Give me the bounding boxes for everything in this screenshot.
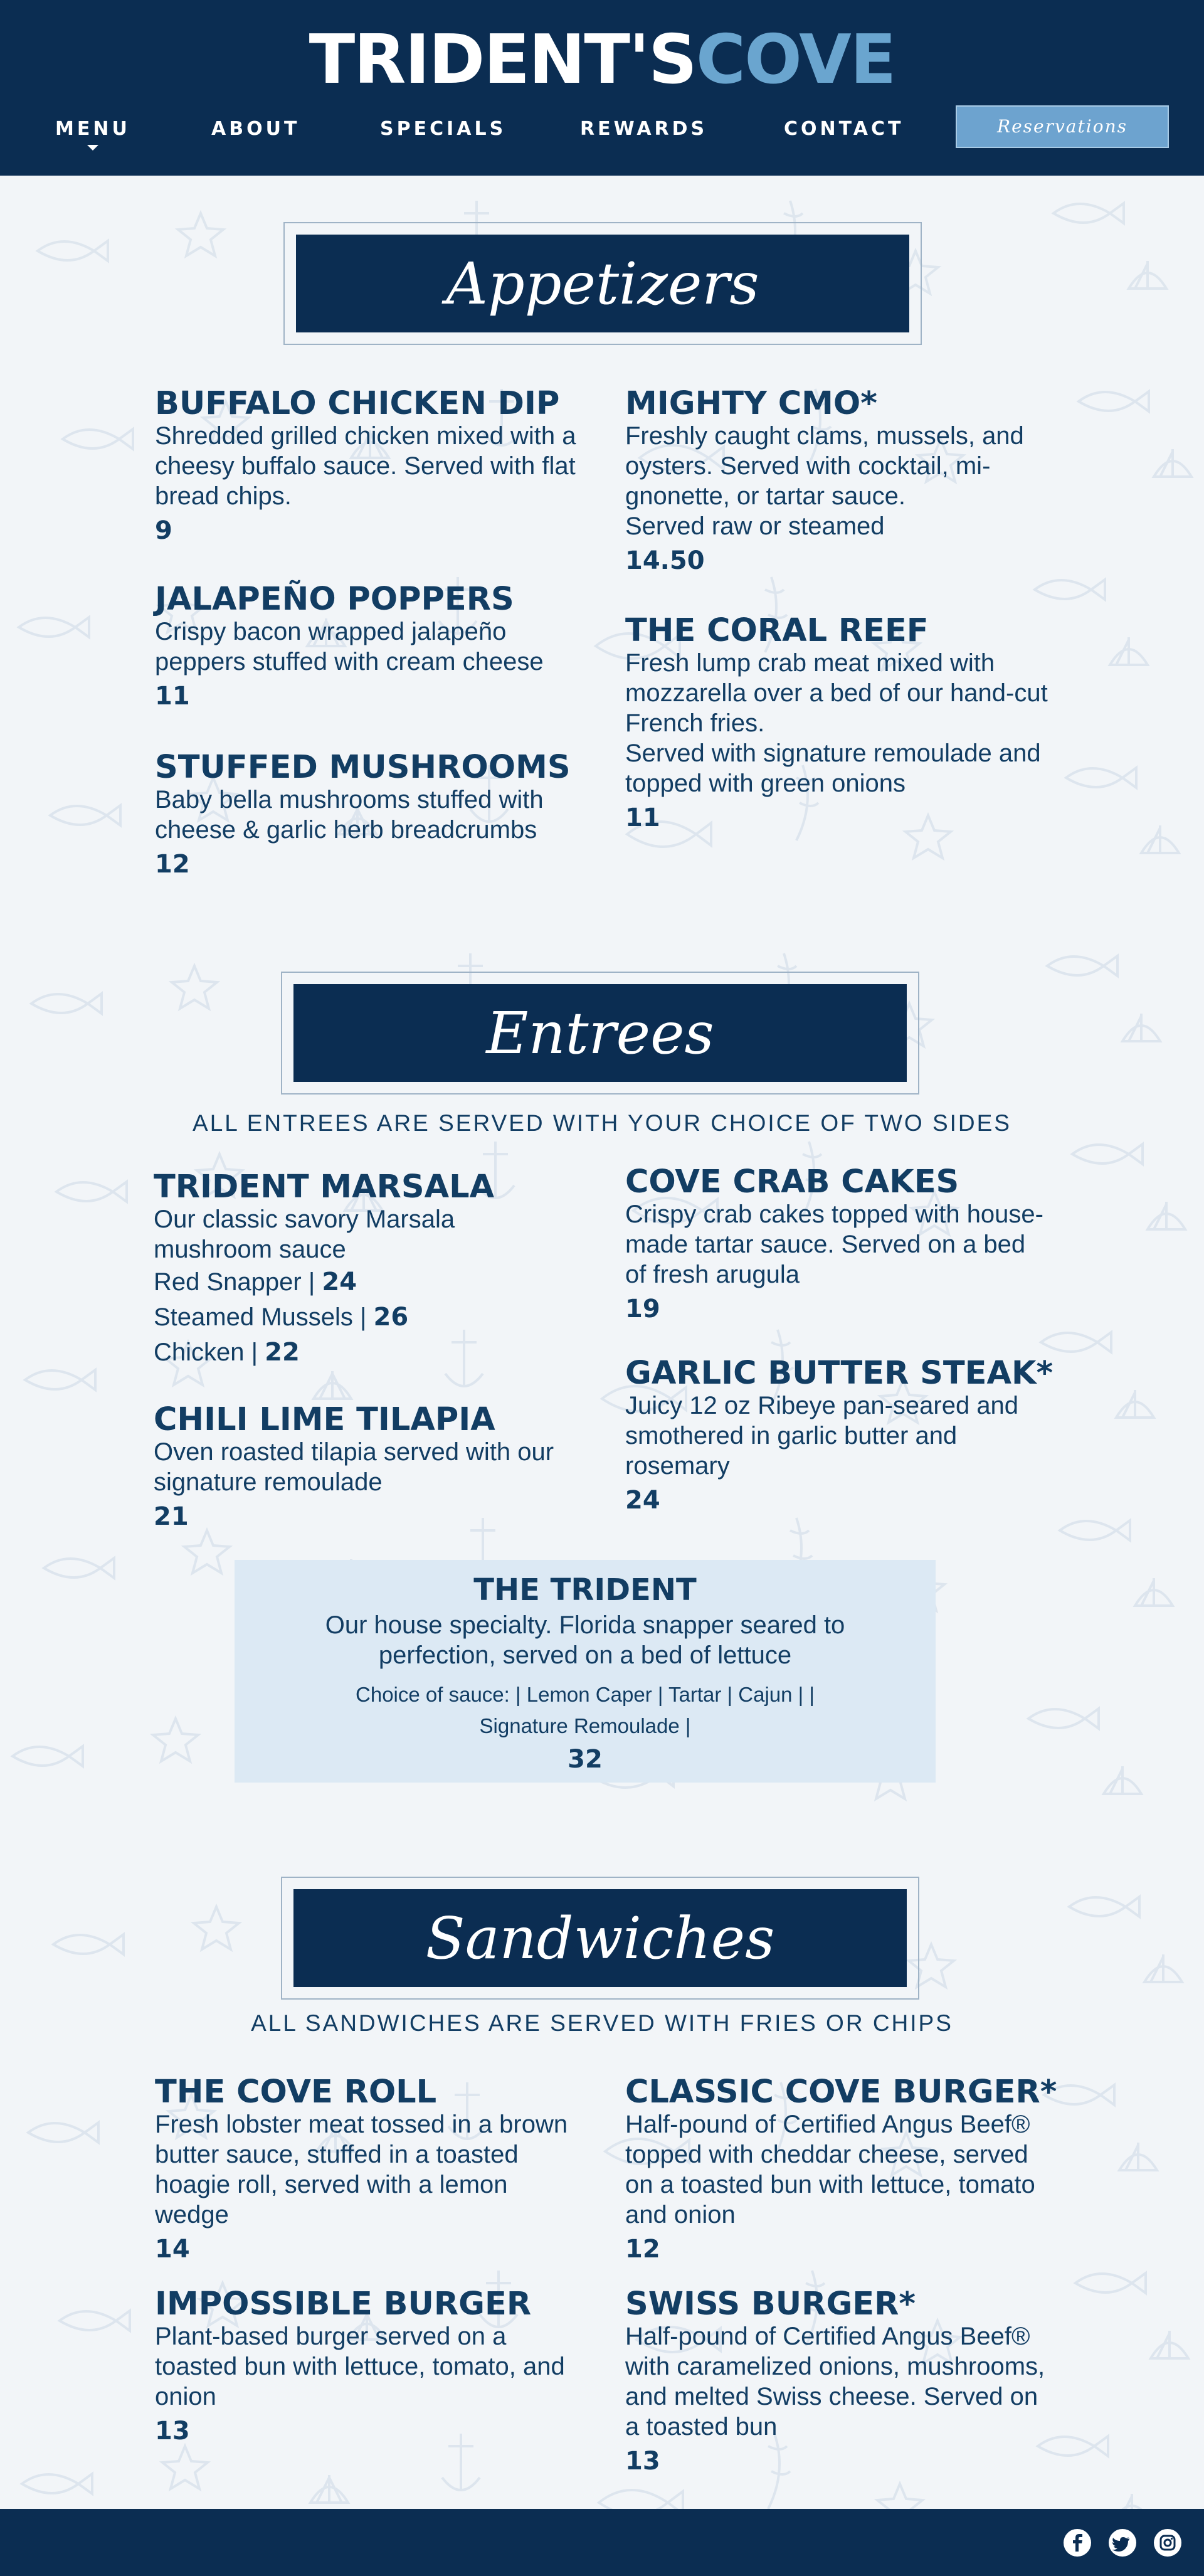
nav-item-label: CONTACT [784,118,904,140]
nav-item-label: MENU [55,118,130,140]
item-description: Crispy crab cakes topped with house-made tartar sauce. Served on a bed of fresh arugula [625,1201,1043,1289]
reservations-button[interactable]: Reservations [956,105,1169,148]
item-description: Oven roasted tilapia served with our signature remoulade [154,1438,554,1497]
item-description: Juicy 12 oz Ribeye pan-seared and smothered in garlic butter and rosemary [625,1392,1019,1480]
site-header [0,0,1204,176]
menu-item [625,2287,1052,2476]
option-price: 24 [322,1268,357,1297]
menu-item [155,2287,569,2446]
item-name: BUFFALO CHICKEN DIP [155,385,560,422]
item-name: SWISS BURGER* [625,2286,916,2323]
instagram-glyph [1154,2529,1181,2557]
featured-item-description: Our house specialty. Florida snapper seared to perfection, served on a bed of lettuce [325,1611,845,1669]
item-description: Plant-based burger served on a toasted bun with lettuce, tomato, and onion [155,2323,565,2411]
item-price: 12 [625,2235,660,2264]
item-description: Crispy bacon wrapped jalapeño peppers stuffed with cream cheese [155,618,544,676]
twitter-glyph [1109,2529,1136,2557]
menu-item [625,1165,1052,1323]
item-price: 21 [154,1502,189,1532]
menu-item [154,1170,568,1370]
menu-item [155,582,581,711]
option-label: Chicken | [154,1338,258,1367]
item-price: 13 [155,2417,190,2446]
menu-item [625,613,1052,832]
featured-item-name: THE TRIDENT [473,1572,697,1608]
item-description: Freshly caught clams, mussels, and oysters. Served with cocktail, mi-gnonette, or tartar sauce. [625,422,1024,511]
nav-item-contact[interactable] [784,118,904,140]
section-title-entrees: Entrees [293,984,907,1082]
featured-item-box [235,1560,936,1783]
item-description: Fresh lobster meat tossed in a brown butter sauce, stuffed in a toasted hoagie roll, served with a lemon wedge [155,2111,568,2229]
item-name: MIGHTY CMO* [625,385,877,422]
section-title-sandwiches: Sandwiches [293,1889,907,1987]
item-price: 19 [625,1295,660,1324]
item-name: IMPOSSIBLE BURGER [155,2286,532,2323]
instagram-icon[interactable] [1154,2529,1181,2557]
facebook-icon[interactable] [1064,2529,1091,2557]
option-price: 26 [373,1303,409,1332]
menu-item [625,2074,1057,2264]
nav-item-rewards[interactable] [580,118,707,140]
nav-item-specials[interactable] [380,118,506,140]
item-description: Baby bella mushrooms stuffed with cheese & garlic herb breadcrumbs [155,786,544,844]
item-option [154,1264,568,1300]
item-name: STUFFED MUSHROOMS [155,749,571,786]
section-title-appetizers: Appetizers [296,235,909,332]
item-description: Half-pound of Certified Angus Beef® with caramelized onions, mushrooms, and melted Swiss cheese. Served on a toasted bun [625,2323,1045,2441]
item-name: GARLIC BUTTER STEAK* [625,1355,1054,1392]
item-price: 24 [625,1486,660,1515]
item-price: 11 [155,682,190,711]
item-name: THE COVE ROLL [155,2074,437,2111]
nav-item-label: REWARDS [580,118,708,140]
item-option [154,1335,568,1370]
section-title-frame-entrees [281,972,919,1095]
item-description: Our classic savory Marsala mushroom sauce [154,1206,455,1264]
twitter-icon[interactable] [1109,2529,1136,2557]
menu-item [625,386,1052,575]
option-label: Steamed Mussels | [154,1303,367,1332]
item-name: THE CORAL REEF [625,612,929,649]
site-footer [0,2509,1204,2576]
menu-item [155,750,594,879]
item-name: CHILI LIME TILAPIA [154,1401,495,1438]
entrees-subtitle: ALL ENTREES ARE SERVED WITH YOUR CHOICE OF TWO SIDES [193,1110,1011,1136]
item-description: Half-pound of Certified Angus Beef® topped with cheddar cheese, served on a toasted bun with lettuce, tomato and onion [625,2111,1035,2229]
caret-down-icon [87,145,98,151]
logo-text-cove: COVE [695,21,895,99]
facebook-glyph [1064,2529,1091,2557]
menu-item [155,2075,569,2264]
item-price: 14 [155,2235,190,2264]
nav-item-menu[interactable] [55,118,130,151]
logo-text-trident: TRIDENT'S [309,21,696,99]
item-price: 14.50 [625,546,705,576]
item-price: 9 [155,516,172,546]
nav-item-label: SPECIALS [380,118,507,140]
nav-item-about[interactable] [211,118,300,140]
section-title-frame-sandwiches [281,1877,919,2000]
item-name: JALAPEÑO POPPERS [155,581,514,618]
featured-sauce-choices: Choice of sauce: | Lemon Caper | Tartar | Cajun | | Signature Remoulade | [356,1683,815,1737]
item-serving-note: Served raw or steamed [625,512,885,541]
item-serving-note: Served with signature remoulade and topped with green onions [625,739,1041,798]
option-label: Red Snapper | [154,1268,315,1296]
item-description: Shredded grilled chicken mixed with a cheesy buffalo sauce. Served with flat bread chips. [155,422,576,511]
item-description: Fresh lump crab meat mixed with mozzarella over a bed of our hand-cut French fries. [625,649,1048,738]
section-title-frame-appetizers [283,222,922,345]
site-logo[interactable] [0,21,1204,99]
menu-item [155,386,594,545]
item-name: TRIDENT MARSALA [154,1169,495,1206]
featured-item-price: 32 [568,1745,603,1774]
menu-item [625,1356,1052,1515]
item-name: COVE CRAB CAKES [625,1163,959,1201]
nav-item-label: ABOUT [211,118,300,140]
menu-item [154,1402,568,1531]
option-price: 22 [265,1338,300,1367]
item-option [154,1300,568,1335]
item-price: 11 [625,803,660,833]
item-price: 12 [155,850,190,879]
sandwiches-subtitle: ALL SANDWICHES ARE SERVED WITH FRIES OR CHIPS [251,2010,953,2036]
item-name: CLASSIC COVE BURGER* [625,2074,1057,2111]
item-price: 13 [625,2447,660,2476]
